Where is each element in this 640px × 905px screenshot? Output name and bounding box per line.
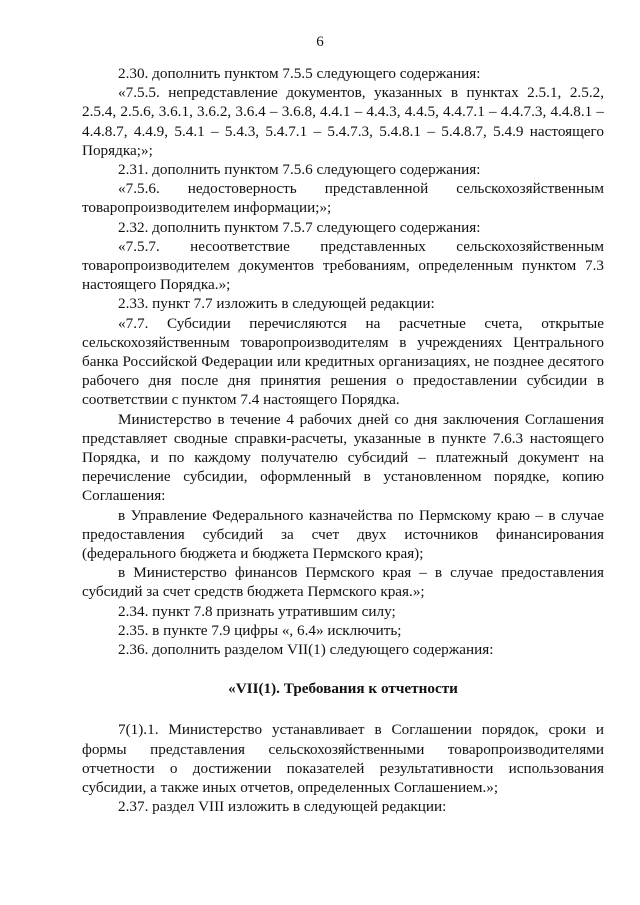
paragraph-2-32: 2.32. дополнить пунктом 7.5.7 следующего содержания: xyxy=(118,218,481,236)
paragraph-finance-ministry: в Министерство финансов Пермского края – в случае предоставления субсидий за счет средств бюджета Пермского края.»; xyxy=(82,564,604,601)
paragraph-2-30: 2.30. дополнить пунктом 7.5.5 следующего содержания: xyxy=(118,65,481,82)
paragraph-7-5-7: «7.5.7. несоответствие представленных сельскохозяйственным товаропроизводителем документов требованиям, определенным пунктом 7.3 настоящего Порядка.»; xyxy=(82,237,604,294)
paragraph-2-37: 2.37. раздел VIII изложить в следующей редакции: xyxy=(118,798,447,816)
section-title: «VII(1). Требования к отчетности xyxy=(228,680,458,698)
document-body xyxy=(82,64,604,816)
paragraph-7-5-6: «7.5.6. недостоверность представленной сельскохозяйственным товаропроизводителем информации;»; xyxy=(82,180,604,217)
paragraph-treasury: в Управление Федерального казначейства по Пермскому краю – в случае предоставления субсидий за счет двух источников финансирования (федерального бюджета и бюджета Пермского края); xyxy=(82,506,604,563)
paragraph-7-7: «7.7. Субсидии перечисляются на расчетные счета, открытые сельскохозяйственным товаропроизводителям в учреждениях Центрального банка Российской Федерации или кредитных организациях, не позднее десятого рабочего дня после дня принятия решения о предоставлении субсидии в соответствии с пунктом 7.4 настоящего Порядка. xyxy=(82,314,604,409)
paragraph-2-36: 2.36. дополнить разделом VII(1) следующего содержания: xyxy=(118,641,494,659)
paragraph-2-33: 2.33. пункт 7.7 изложить в следующей редакции: xyxy=(118,295,435,313)
paragraph-7-1-1: 7(1).1. Министерство устанавливает в Соглашении порядок, сроки и формы представления сельскохозяйственными товаропроизводителями отчетности о достижении показателей результативности использования субсидии, а также иных отчетов, определенных Соглашением.»; xyxy=(82,721,604,796)
paragraph-2-34: 2.34. пункт 7.8 признать утратившим силу; xyxy=(118,602,396,620)
paragraph-2-31: 2.31. дополнить пунктом 7.5.6 следующего содержания: xyxy=(118,161,481,179)
paragraph-7-5-5: «7.5.5. непредставление документов, указанных в пунктах 2.5.1, 2.5.2, 2.5.4, 2.5.6, 3.6.1, 3.6.2, 3.6.4 – 3.6.8, 4.4.1 – 4.4.3, 4.4.5, 4.4.7.1 – 4.4.7.3, 4.4.8.1 – 4.4.8.7, 4.4.9, 5.4.1 – 5.4.3, 5.4.7.1 – 5.4.7.3, 5.4.8.1 – 5.4.8.7, 5.4.9 настоящего Порядка;»; xyxy=(82,84,604,159)
paragraph-ministry-deadline: Министерство в течение 4 рабочих дней со дня заключения Соглашения представляет сводные справки-расчеты, указанные в пункте 7.6.3 настоящего Порядка, и по каждому получателю субсидий – платежный документ на перечисление субсидии, оформленный в установленном порядке, копию Соглашения: xyxy=(82,410,604,505)
paragraph-2-35: 2.35. в пункте 7.9 цифры «, 6.4» исключить; xyxy=(118,621,402,639)
page-number: 6 xyxy=(316,34,324,50)
